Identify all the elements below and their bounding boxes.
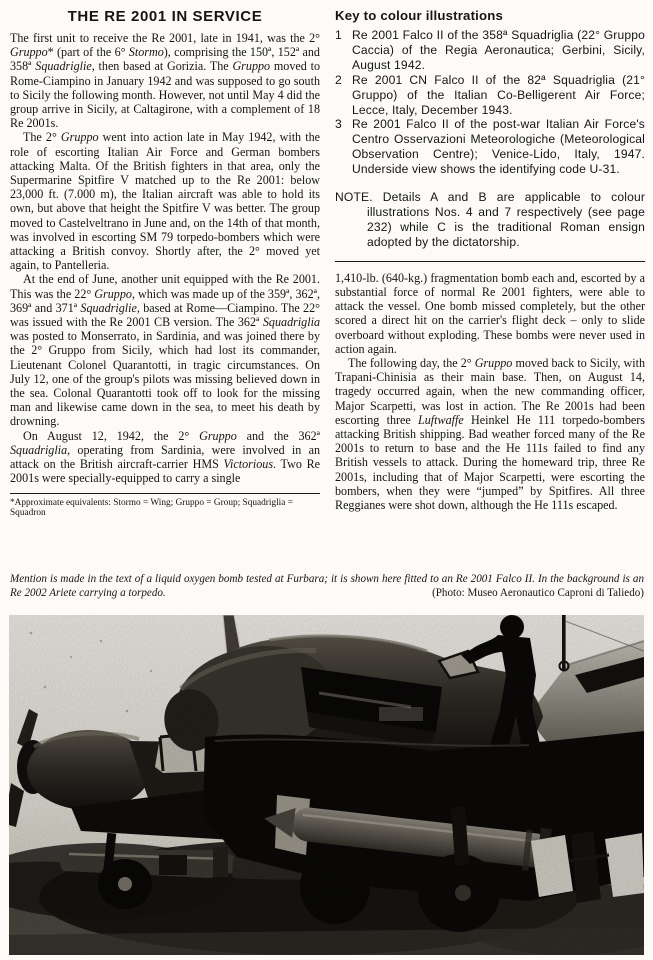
paragraph: On August 12, 1942, the 2° Gruppo and the 362ª Squadriglia, operating from Sardinia, were involved in an attack on the British aircraft-carrier HMS Victorious. Two Re 2001s were specially-equipped to carry a single [10,428,321,486]
photo-grain [9,615,644,955]
photo-caption [10,573,644,600]
caption-credit: (Photo: Museo Aeronautico Caproni di Taliedo) [432,586,644,599]
text-columns [10,6,645,570]
footnote-rule [10,493,320,494]
key-item [335,117,645,177]
key-heading: Key to colour illustrations [335,8,504,23]
paragraph: 1,410-lb. (640-kg.) fragmentation bomb each and, escorted by a substantial force of normal Re 2001 fighters, were able to attack the vessel. One bomb missed completely, but the other scored a direct hit on the carrier's flight deck – only to slide overboard without exploding. These bombs were never used in action again. [335,270,645,356]
photo-illustration [9,615,644,955]
paragraph: The 2° Gruppo went into action late in May 1942, with the role of escorting Italian Air Force and German bombers attacking Malta. Of the British fighters in that area, only the Supermarine Spitfire V matched up to the Re 2001: below 23,000 ft. (7.000 m), the Italian aircraft was able to hold its own, but above that height the Spitfire V was better. The group moved to Castelveltrano in June and, on the 14th of that month, was involved in escorting SM 79 torpedo-bombers which were attacking a British convoy. Shortly after, the 2° moved yet again, to Pantelleria. [10,130,320,273]
article-title: THE RE 2001 IN SERVICE [67,8,263,25]
key-item-text: Re 2001 Falco II of the 358ª Squadriglia (22° Gruppo Caccia) of the Regia Aeronautica; Gerbini, Sicily, August 1942. [352,28,645,72]
note-text: Details A and B are applicable to colour illustrations Nos. 4 and 7 respectively (see page 232) while C is the traditional Roman ensign adopted by the dictatorship. [367,190,645,249]
key-item-text: Re 2001 CN Falco II of the 82ª Squadriglia (21° Gruppo) of the Italian Co-Belligerent Air Force; Lecce, Italy, December 1943. [352,72,645,117]
key-item [335,28,645,73]
right-column [335,6,645,570]
left-column [10,6,320,570]
key-item-number: 2 [335,72,342,87]
section-rule [335,261,645,262]
key-item-text: Re 2001 Falco II of the post-war Italian Air Force's Centro Osservazioni Meteorologiche (Meteorological Observation Centre); Venice-Lido, Italy, 1947. Underside view shows the identifying code U-31. [352,117,645,177]
key-item-number: 3 [335,117,342,132]
key-item [335,73,645,118]
caption-text: Mention is made in the text of a liquid oxygen bomb tested at Furbara; it is shown here fitted to an Re 2001 Falco II. In the background is an Re 2002 Ariete carrying a torpedo. [10,573,644,599]
key-item-number: 1 [335,28,342,42]
note-label: NOTE. [335,190,373,205]
footnote: *Approximate equivalents: Stormo = Wing; Gruppo = Group; Squadriglia = Squadron [10,497,293,519]
paragraph: The following day, the 2° Gruppo moved back to Sicily, with Trapani-Chinisia as their main base. Then, on August 14, tragedy occurred again, when the new commanding officer, Major Scarpetti, was lost in action. The Re 2001s had been escorting three Luftwaffe Heinkel He 111 torpedo-bombers attacking British shipping. Bad weather forced many of the Re 2001s to return to base and the He 111s failed to find any British vessels to attack. During the homeward trip, three Re 2001s, including that of Major Scarpetti, were escorting the bombers, when they were “jumped” by Spitfires. All three Reggianes were shot down, although the He 111s escaped. [335,355,645,512]
photo [9,615,644,955]
paragraph: At the end of June, another unit equipped with the Re 2001. This was the 22° Gruppo, which was made up of the 359ª, 362ª, 369ª and 371ª Squadriglie, based at Rome—Ciampino. The 22° was issued with the Re 2001 CB version. The 362ª Squadriglia was posted to Monserrato, in Sardinia, and was joined there by the 2° Gruppo from Sicily, which had lost its commander, Lieutenant Colonel Quarantotti, in tragic circumstances. On July 12, one of the group's pilots was missing believed down in the sea. Colonal Quarantotti took off to look for the missing man and likewise came down in the sea, to meet his death by drowning. [10,272,320,429]
paragraph: The first unit to receive the Re 2001, late in 1941, was the 2° Gruppo* (part of the 6° Stormo), comprising the 150ª, 152ª and 358ª Squadriglie, then based at Gorizia. The Gruppo moved to Rome-Ciampino in January 1942 and was supposed to go south to Sicily the following month. However, not until May 4 did the group arrive in Sicily, at Caltagirone, with a complement of 18 Re 2001s. [10,31,320,131]
note-paragraph [335,190,645,250]
